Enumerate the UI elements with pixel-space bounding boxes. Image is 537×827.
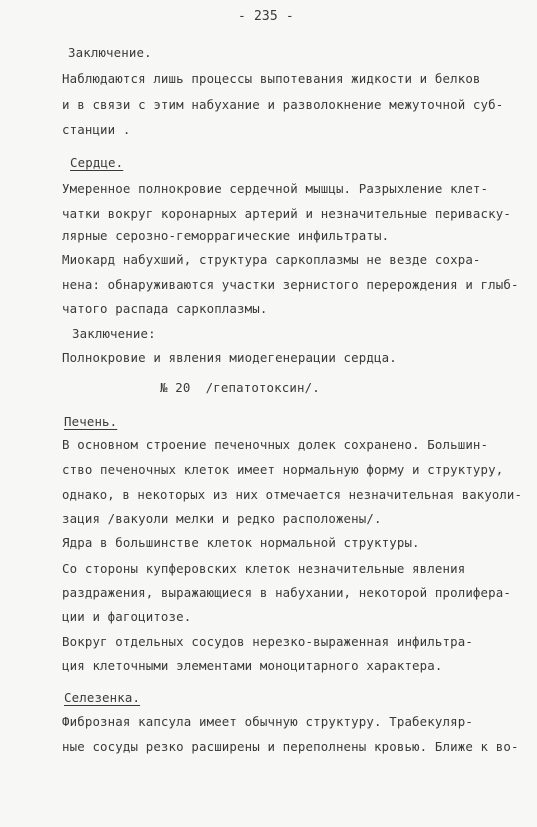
conclusion-heading: Заключение: (72, 326, 156, 341)
text-line: раздражения, выражающиеся в набухании, некоторой пролифера- (62, 585, 511, 600)
text-line: чатки вокруг коронарных артерий и незначительные периваску- (62, 206, 511, 221)
text-line: Фиброзная капсула имеет обычную структуру. Трабекуляр- (62, 714, 473, 729)
section-heading-spleen: Селезенка. (64, 690, 141, 705)
text-line: станции . (62, 122, 131, 137)
text-line: В основном строение печеночных долек сохранено. Большин- (62, 437, 489, 452)
text-line: Вокруг отдельных сосудов нерезко-выраженная инфильтра- (62, 634, 473, 649)
section-heading-heart: Сердце. (70, 155, 124, 170)
text-line: ция клеточными элементами моноцитарного характера. (62, 658, 443, 673)
text-line: нена: обнаруживаются участки зернистого перерождения и глыб- (62, 277, 519, 292)
text-line: Ядра в большинстве клеток нормальной структуры. (62, 535, 420, 550)
text-line: зация /вакуоли мелки и редко расположены/. (62, 511, 382, 526)
conclusion-heading: Заключение. (68, 45, 152, 60)
text-line: ные сосуды резко расширены и переполнены кровью. Ближе к во- (62, 739, 519, 754)
text-line: Наблюдаются лишь процессы выпотевания жидкости и белков (62, 71, 481, 86)
text-line: однако, в некоторых из них отмечается незначительная вакуоли- (62, 487, 523, 502)
text-line: Миокард набухший, структура саркоплазмы не везде сохра- (62, 252, 481, 267)
text-line: Полнокровие и явления миодегенерации сердца. (62, 350, 397, 365)
case-heading: № 20 /гепатотоксин/. (160, 380, 320, 395)
text-line: чатого распада саркоплазмы. (62, 301, 268, 316)
text-line: ции и фагоцитозе. (62, 609, 192, 624)
text-line: Со стороны купферовских клеток незначительные явления (62, 561, 466, 576)
page-number: - 235 - (238, 9, 294, 24)
section-heading-liver: Печень. (64, 414, 118, 429)
text-line: ство печеночных клеток имеет нормальную форму и структуру, (62, 462, 504, 477)
text-line: лярные серозно-геморрагические инфильтраты. (62, 228, 390, 243)
text-line: Умеренное полнокровие сердечной мышцы. Разрыхление клет- (62, 181, 489, 196)
text-line: и в связи с этим набухание и разволокнение межуточной суб- (62, 97, 504, 112)
